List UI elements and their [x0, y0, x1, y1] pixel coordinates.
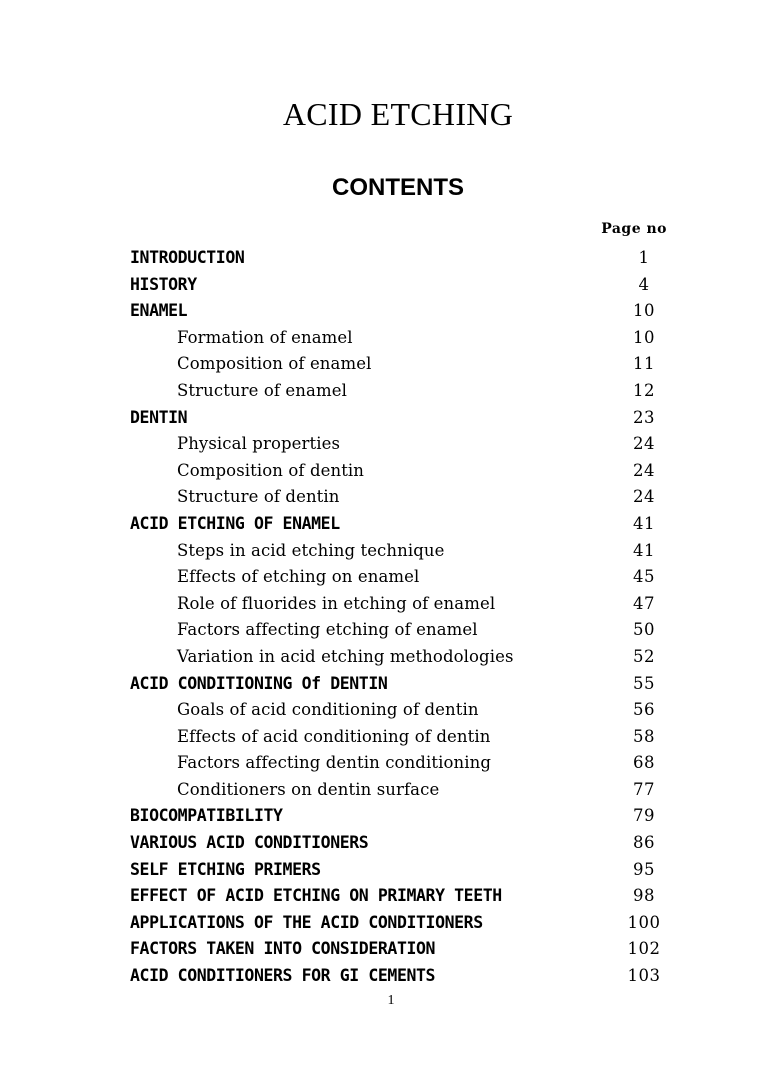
toc-entry-page-number: 58 — [633, 726, 655, 746]
toc-subsection-entry — [130, 750, 666, 777]
toc-entry-page-number: 23 — [633, 407, 655, 427]
toc-entry-page-number: 102 — [627, 939, 661, 959]
toc-entry-label: Formation of enamel — [177, 327, 353, 347]
toc-subsection-entry — [130, 351, 666, 378]
toc-entry-label: BIOCOMPATIBILITY — [130, 806, 283, 826]
toc-entry-label: Composition of enamel — [177, 354, 372, 374]
toc-entry-page-number: 95 — [633, 859, 655, 879]
toc-entry-label: ACID ETCHING OF ENAMEL — [130, 513, 340, 533]
toc-section-entry — [130, 857, 666, 884]
toc-subsection-entry — [130, 431, 666, 458]
toc-section-entry — [130, 272, 666, 299]
toc-entry-page-number: 41 — [633, 540, 655, 560]
toc-entry-page-number: 103 — [627, 966, 661, 986]
toc-entry-label: DENTIN — [130, 407, 188, 427]
toc-entry-label: Steps in acid etching technique — [177, 540, 445, 560]
toc-entry-label: Factors affecting dentin conditioning — [177, 753, 491, 773]
toc-entry-label: ACID CONDITIONERS FOR GI CEMENTS — [130, 966, 436, 986]
toc-entry-page-number: 10 — [633, 301, 655, 321]
toc-entry-label: Structure of enamel — [177, 380, 347, 400]
toc-section-entry — [130, 405, 666, 432]
toc-entry-page-number: 100 — [627, 912, 661, 932]
toc-subsection-entry — [130, 591, 666, 618]
toc-entry-page-number: 56 — [633, 700, 655, 720]
toc-entry-page-number: 79 — [633, 806, 655, 826]
contents-heading: CONTENTS — [332, 174, 464, 201]
toc-entry-label: ACID CONDITIONING Of DENTIN — [130, 673, 388, 693]
toc-subsection-entry — [130, 325, 666, 352]
toc-subsection-entry — [130, 724, 666, 751]
toc-entry-page-number: 24 — [633, 460, 655, 480]
toc-section-entry — [130, 803, 666, 830]
toc-entry-label: VARIOUS ACID CONDITIONERS — [130, 833, 369, 853]
toc-entry-label: Variation in acid etching methodologies — [177, 646, 514, 666]
toc-entry-label: APPLICATIONS OF THE ACID CONDITIONERS — [130, 912, 483, 932]
toc-subsection-entry — [130, 564, 666, 591]
toc-section-entry — [130, 883, 666, 910]
toc-section-entry — [130, 245, 666, 272]
toc-entry-page-number: 98 — [633, 886, 655, 906]
toc-subsection-entry — [130, 378, 666, 405]
toc-subsection-entry — [130, 644, 666, 671]
toc-subsection-entry — [130, 777, 666, 804]
toc-entry-page-number: 68 — [633, 753, 655, 773]
toc-subsection-entry — [130, 617, 666, 644]
toc-entry-label: FACTORS TAKEN INTO CONSIDERATION — [130, 939, 436, 959]
toc-entry-page-number: 24 — [633, 434, 655, 454]
toc-subsection-entry — [130, 697, 666, 724]
table-of-contents — [130, 245, 666, 990]
toc-entry-label: SELF ETCHING PRIMERS — [130, 859, 321, 879]
toc-entry-page-number: 4 — [638, 274, 650, 294]
toc-entry-label: Role of fluorides in etching of enamel — [177, 593, 496, 613]
toc-section-entry — [130, 936, 666, 963]
toc-entry-page-number: 1 — [638, 248, 650, 267]
document-title: ACID ETCHING — [282, 96, 514, 132]
toc-entry-label: Effects of acid conditioning of dentin — [177, 726, 491, 746]
toc-entry-page-number: 10 — [633, 327, 655, 347]
toc-entry-page-number: 52 — [633, 646, 655, 666]
toc-entry-page-number: 77 — [633, 779, 655, 799]
toc-entry-page-number: 11 — [633, 354, 655, 374]
toc-entry-page-number: 86 — [633, 833, 655, 853]
toc-entry-page-number: 50 — [633, 620, 655, 640]
toc-entry-label: Conditioners on dentin surface — [177, 779, 440, 799]
toc-entry-label: Goals of acid conditioning of dentin — [177, 700, 479, 720]
toc-subsection-entry — [130, 484, 666, 511]
toc-entry-label: Effects of etching on enamel — [177, 567, 420, 587]
toc-entry-label: Physical properties — [177, 434, 341, 454]
toc-entry-label: EFFECT OF ACID ETCHING ON PRIMARY TEETH — [130, 886, 502, 906]
toc-section-entry — [130, 963, 666, 990]
toc-entry-page-number: 47 — [633, 593, 655, 613]
toc-entry-label: Composition of dentin — [177, 460, 365, 480]
toc-section-entry — [130, 830, 666, 857]
toc-section-entry — [130, 298, 666, 325]
toc-entry-page-number: 12 — [633, 380, 655, 400]
toc-entry-label: Structure of dentin — [177, 487, 340, 507]
footer-page-number: 1 — [387, 993, 395, 1008]
toc-subsection-entry — [130, 538, 666, 565]
toc-section-entry — [130, 511, 666, 538]
toc-entry-page-number: 55 — [633, 673, 655, 693]
toc-entry-label: ENAMEL — [130, 301, 188, 321]
toc-entry-label: INTRODUCTION — [130, 248, 245, 267]
page-no-column-header: Page no — [601, 221, 667, 237]
toc-entry-page-number: 41 — [633, 513, 655, 533]
toc-subsection-entry — [130, 458, 666, 485]
toc-entry-label: Factors affecting etching of enamel — [177, 620, 478, 640]
toc-entry-page-number: 45 — [633, 567, 655, 587]
toc-section-entry — [130, 671, 666, 698]
toc-entry-page-number: 24 — [633, 487, 655, 507]
toc-section-entry — [130, 910, 666, 937]
toc-entry-label: HISTORY — [130, 274, 197, 294]
